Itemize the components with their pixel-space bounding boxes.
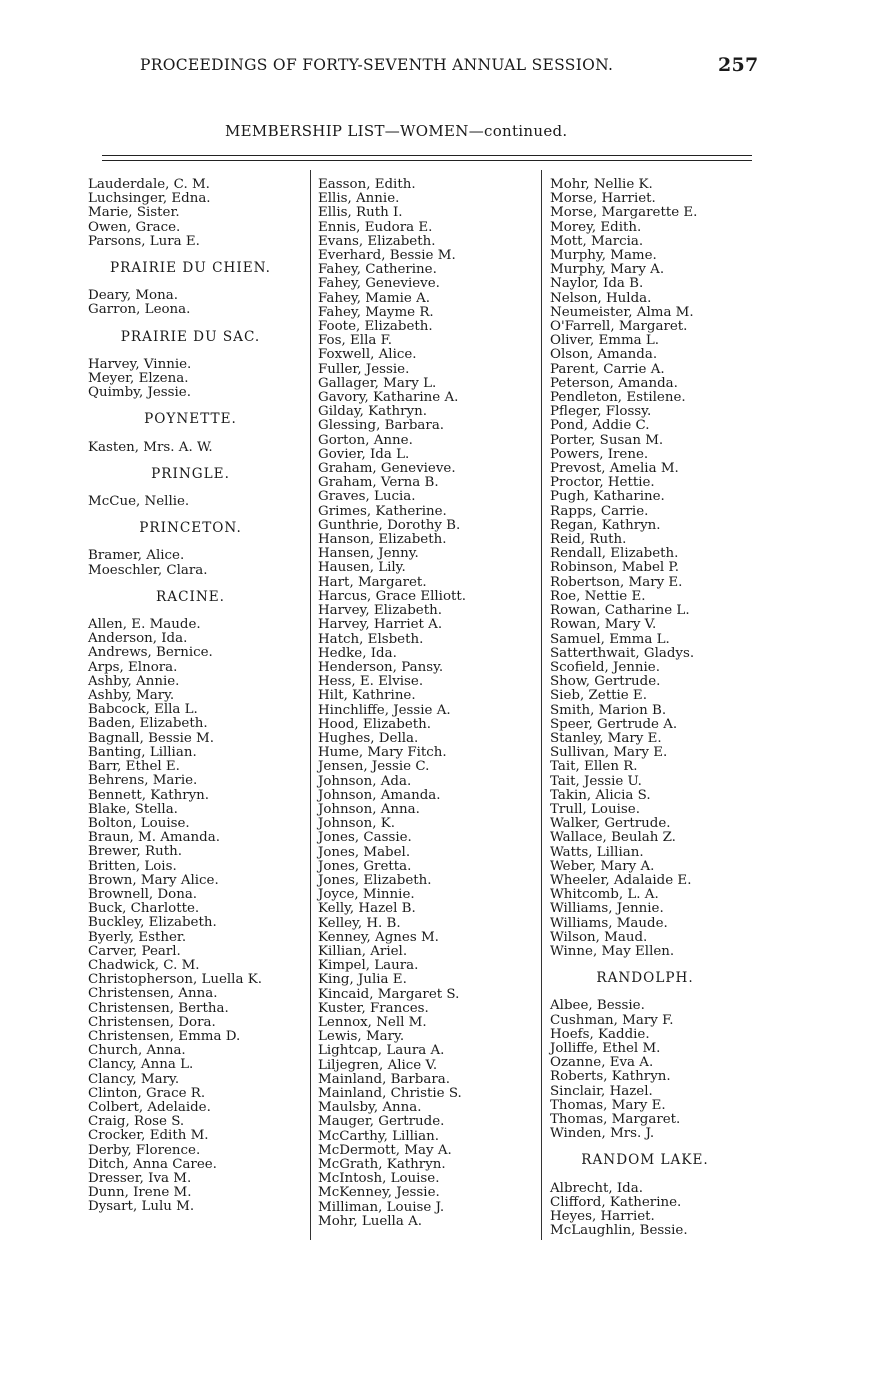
member-entry: Graham, Genevieve. <box>318 461 456 477</box>
member-entry: Graves, Lucia. <box>318 489 416 505</box>
member-entry: Wheeler, Adalaide E. <box>550 872 692 888</box>
member-entry: Kimpel, Laura. <box>318 958 419 974</box>
member-entry: Trull, Louise. <box>550 801 640 817</box>
member-entry: Clinton, Grace R. <box>88 1085 206 1101</box>
member-entry: Baden, Elizabeth. <box>88 716 208 732</box>
member-entry: Hansen, Jenny. <box>318 546 419 562</box>
member-entry: Show, Gertrude. <box>550 674 661 690</box>
member-entry: Clancy, Anna L. <box>88 1057 194 1073</box>
member-entry: Scofield, Jennie. <box>550 659 660 675</box>
member-entry: Banting, Lillian. <box>88 744 197 760</box>
member-entry: Deary, Mona. <box>88 288 178 304</box>
member-entry: Regan, Kathryn. <box>550 517 661 533</box>
member-entry: Carver, Pearl. <box>88 943 181 959</box>
town-heading: PRAIRIE DU CHIEN. <box>110 260 271 277</box>
member-entry: Winne, May Ellen. <box>550 943 675 959</box>
member-entry: Milliman, Louise J. <box>318 1199 445 1215</box>
member-entry: Morey, Edith. <box>550 219 642 235</box>
member-entry: Gilday, Kathryn. <box>318 404 427 420</box>
member-entry: Morse, Harriet. <box>550 191 656 207</box>
member-entry: McKenney, Jessie. <box>318 1185 440 1201</box>
member-entry: Britten, Lois. <box>88 858 177 874</box>
member-entry: Neumeister, Alma M. <box>550 304 694 320</box>
page-number: 257 <box>718 54 759 76</box>
member-entry: Christensen, Emma D. <box>88 1028 241 1044</box>
member-entry: Lightcap, Laura A. <box>318 1043 445 1059</box>
header-rule <box>102 155 752 156</box>
member-entry: Ashby, Mary. <box>88 688 175 704</box>
section-title: MEMBERSHIP LIST—WOMEN—continued. <box>225 122 568 140</box>
member-entry: Parsons, Lura E. <box>88 233 200 249</box>
member-entry: Quimby, Jessie. <box>88 385 191 401</box>
member-entry: Jones, Cassie. <box>318 830 412 846</box>
member-entry: Sieb, Zettie E. <box>550 688 647 704</box>
member-entry: Jones, Elizabeth. <box>318 872 432 888</box>
member-entry: Moeschler, Clara. <box>88 562 208 578</box>
member-entry: Behrens, Marie. <box>88 773 198 789</box>
member-entry: Christensen, Dora. <box>88 1014 216 1030</box>
member-entry: Clifford, Katherine. <box>550 1194 682 1210</box>
member-entry: Hinchliffe, Jessie A. <box>318 702 451 718</box>
town-heading: PRAIRIE DU SAC. <box>120 328 261 345</box>
member-entry: Mainland, Christie S. <box>318 1086 462 1101</box>
member-entry: Pendleton, Estilene. <box>550 390 686 406</box>
member-entry: Buckley, Elizabeth. <box>88 915 217 931</box>
member-entry: Easson, Edith. <box>318 177 416 192</box>
member-entry: Mohr, Luella A. <box>318 1213 423 1229</box>
member-entry: Crocker, Edith M. <box>88 1128 209 1144</box>
member-entry: McLaughlin, Bessie. <box>550 1223 688 1239</box>
member-entry: Liljegren, Alice V. <box>318 1057 438 1073</box>
member-entry: Govier, Ida L. <box>318 446 410 462</box>
member-entry: Hanson, Elizabeth. <box>318 532 447 548</box>
member-entry: Brewer, Ruth. <box>88 844 182 860</box>
member-entry: Jolliffe, Ethel M. <box>550 1040 661 1056</box>
member-entry: Kincaid, Margaret S. <box>318 986 460 1002</box>
member-entry: Foxwell, Alice. <box>318 347 417 363</box>
member-entry: Fahey, Catherine. <box>318 262 437 278</box>
member-entry: Grimes, Katherine. <box>318 503 447 519</box>
member-entry: Braun, M. Amanda. <box>88 830 220 846</box>
member-entry: Reid, Ruth. <box>550 532 627 548</box>
member-entry: Sullivan, Mary E. <box>550 745 668 761</box>
member-entry: Olson, Amanda. <box>550 347 658 363</box>
member-entry: Rowan, Catharine L. <box>550 603 690 619</box>
member-entry: Kuster, Frances. <box>318 1000 429 1016</box>
member-entry: Kenney, Agnes M. <box>318 929 439 945</box>
member-entry: Everhard, Bessie M. <box>318 248 456 264</box>
town-heading: RANDOM LAKE. <box>581 1152 709 1169</box>
member-entry: Samuel, Emma L. <box>550 631 670 647</box>
member-entry: Murphy, Mary A. <box>550 262 665 278</box>
member-entry: Hedke, Ida. <box>318 645 397 661</box>
member-entry: Nelson, Hulda. <box>550 290 652 306</box>
member-entry: Killian, Ariel. <box>318 943 408 959</box>
member-entry: Dunn, Irene M. <box>88 1185 192 1201</box>
member-entry: Mott, Marcia. <box>550 233 644 249</box>
member-entry: McGrath, Kathryn. <box>318 1157 446 1173</box>
member-entry: McCue, Nellie. <box>88 494 190 510</box>
member-entry: Bramer, Alice. <box>88 548 185 564</box>
member-entry: Gorton, Anne. <box>318 432 413 448</box>
member-entry: Bagnall, Bessie M. <box>88 730 215 746</box>
member-entry: Hume, Mary Fitch. <box>318 745 447 761</box>
member-entry: Johnson, Anna. <box>318 801 420 817</box>
member-entry: Lennox, Nell M. <box>318 1014 427 1030</box>
column-divider <box>310 170 311 1240</box>
member-entry: Fahey, Genevieve. <box>318 276 440 292</box>
member-entry: Barr, Ethel E. <box>88 759 180 775</box>
member-entry: Smith, Marion B. <box>550 702 667 718</box>
member-entry: Albrecht, Ida. <box>550 1180 643 1196</box>
member-entry: Fahey, Mamie A. <box>318 290 430 306</box>
member-entry: Ditch, Anna Caree. <box>88 1156 217 1172</box>
member-entry: Ellis, Annie. <box>318 191 400 207</box>
member-entry: Hart, Margaret. <box>318 574 427 590</box>
member-entry: Evans, Elizabeth. <box>318 233 436 249</box>
member-entry: Christopherson, Luella K. <box>88 972 262 988</box>
member-entry: Williams, Jennie. <box>550 901 664 917</box>
member-entry: Harvey, Harriet A. <box>318 617 443 633</box>
member-entry: Hilt, Kathrine. <box>318 688 416 704</box>
member-entry: Graham, Verna B. <box>318 475 439 491</box>
member-entry: Powers, Irene. <box>550 446 649 462</box>
member-entry: Sinclair, Hazel. <box>550 1083 653 1099</box>
member-entry: Byerly, Esther. <box>88 929 187 945</box>
member-entry: Jensen, Jessie C. <box>318 759 430 775</box>
member-entry: Rapps, Carrie. <box>550 503 649 519</box>
member-entry: Peterson, Amanda. <box>550 375 678 391</box>
member-entry: Watts, Lillian. <box>550 844 644 860</box>
member-entry: Gunthrie, Dorothy B. <box>318 517 461 533</box>
member-entry: Thomas, Mary E. <box>550 1097 666 1113</box>
member-entry: Brownell, Dona. <box>88 886 198 902</box>
member-entry: Arps, Elnora. <box>88 659 178 675</box>
member-entry: Kasten, Mrs. A. W. <box>88 439 213 455</box>
member-entry: Naylor, Ida B. <box>550 276 644 292</box>
column-3 <box>550 178 770 1238</box>
member-entry: Maulsby, Anna. <box>318 1100 422 1116</box>
member-entry: Fahey, Mayme R. <box>318 304 434 320</box>
member-entry: Tait, Jessie U. <box>550 773 642 789</box>
member-entry: Hughes, Della. <box>318 730 419 746</box>
member-entry: Ennis, Eudora E. <box>318 219 433 235</box>
member-entry: McIntosh, Louise. <box>318 1171 440 1187</box>
member-entry: Roe, Nettie E. <box>550 588 646 604</box>
member-entry: Pfleger, Flossy. <box>550 404 652 420</box>
member-entry: Tait, Ellen R. <box>550 759 638 775</box>
member-entry: Owen, Grace. <box>88 219 181 235</box>
member-entry: Clancy, Mary. <box>88 1071 180 1087</box>
member-entry: Luchsinger, Edna. <box>88 191 211 207</box>
member-entry: O'Farrell, Margaret. <box>550 319 688 335</box>
member-entry: Bennett, Kathryn. <box>88 787 210 803</box>
town-heading: RACINE. <box>156 588 225 605</box>
member-entry: Walker, Gertrude. <box>550 816 671 832</box>
member-entry: Pugh, Katharine. <box>550 489 665 505</box>
member-entry: Hood, Elizabeth. <box>318 716 432 732</box>
member-entry: Parent, Carrie A. <box>550 361 665 377</box>
member-entry: Hoefs, Kaddie. <box>550 1026 650 1042</box>
member-entry: McCarthy, Lillian. <box>318 1128 440 1144</box>
member-entry: Cushman, Mary F. <box>550 1012 674 1028</box>
member-entry: Anderson, Ida. <box>88 631 188 647</box>
member-entry: Speer, Gertrude A. <box>550 716 678 732</box>
member-entry: Hess, E. Elvise. <box>318 674 424 690</box>
member-entry: Roberts, Kathryn. <box>550 1069 671 1085</box>
member-entry: Robinson, Mabel P. <box>550 560 679 576</box>
member-entry: Lewis, Mary. <box>318 1029 405 1045</box>
member-entry: Pond, Addie C. <box>550 418 650 434</box>
member-entry: Dresser, Iva M. <box>88 1170 192 1186</box>
member-entry: Chadwick, C. M. <box>88 957 200 973</box>
member-entry: Mauger, Gertrude. <box>318 1114 445 1130</box>
header-rule-thin <box>102 160 752 161</box>
member-entry: Gavory, Katharine A. <box>318 390 459 406</box>
member-entry: Hausen, Lily. <box>318 560 406 576</box>
member-entry: Robertson, Mary E. <box>550 574 683 590</box>
member-entry: Bolton, Louise. <box>88 815 190 831</box>
member-entry: Whitcomb, L. A. <box>550 887 659 903</box>
member-entry: Blake, Stella. <box>88 801 178 817</box>
member-entry: Williams, Maude. <box>550 915 668 931</box>
member-entry: Johnson, Amanda. <box>318 787 441 803</box>
member-entry: Thomas, Margaret. <box>550 1112 681 1127</box>
member-entry: Derby, Florence. <box>88 1142 201 1158</box>
member-entry: Porter, Susan M. <box>550 432 664 448</box>
member-entry: Jones, Gretta. <box>318 858 412 874</box>
member-entry: Christensen, Bertha. <box>88 1000 229 1016</box>
member-entry: Meyer, Elzena. <box>88 371 189 387</box>
member-entry: Glessing, Barbara. <box>318 418 445 434</box>
town-heading: PRINCETON. <box>139 520 242 537</box>
member-entry: Allen, E. Maude. <box>88 617 201 633</box>
member-entry: Fuller, Jessie. <box>318 361 410 377</box>
member-entry: Foote, Elizabeth. <box>318 319 433 335</box>
member-entry: Christensen, Anna. <box>88 986 218 1002</box>
column-2 <box>318 178 543 1229</box>
member-entry: Johnson, K. <box>318 816 396 832</box>
member-entry: Church, Anna. <box>88 1043 186 1059</box>
member-entry: Garron, Leona. <box>88 302 191 318</box>
member-entry: Albee, Bessie. <box>550 998 645 1014</box>
member-entry: Ashby, Annie. <box>88 673 180 689</box>
member-entry: Heyes, Harriet. <box>550 1209 655 1225</box>
member-entry: Marie, Sister. <box>88 205 180 221</box>
member-entry: Morse, Margarette E. <box>550 205 698 221</box>
member-entry: Dysart, Lulu M. <box>88 1199 195 1215</box>
member-entry: Fos, Ella F. <box>318 333 393 349</box>
member-entry: Kelley, H. B. <box>318 915 401 931</box>
member-entry: Andrews, Bernice. <box>88 645 213 661</box>
member-entry: Gallager, Mary L. <box>318 375 437 391</box>
member-entry: Ellis, Ruth I. <box>318 205 403 221</box>
member-entry: Harcus, Grace Elliott. <box>318 588 467 604</box>
member-entry: Craig, Rose S. <box>88 1114 185 1130</box>
member-entry: Prevost, Amelia M. <box>550 461 679 477</box>
running-title: PROCEEDINGS OF FORTY-SEVENTH ANNUAL SESSION. <box>140 56 614 74</box>
member-entry: Hatch, Elsbeth. <box>318 631 424 647</box>
member-entry: Colbert, Adelaide. <box>88 1099 211 1115</box>
member-entry: Kelly, Hazel B. <box>318 901 416 917</box>
member-entry: Ozanne, Eva A. <box>550 1055 654 1071</box>
member-entry: Brown, Mary Alice. <box>88 872 219 888</box>
member-entry: Winden, Mrs. J. <box>550 1126 655 1142</box>
member-entry: Murphy, Mame. <box>550 248 657 264</box>
member-entry: Harvey, Vinnie. <box>88 356 192 372</box>
member-entry: Rowan, Mary V. <box>550 617 657 633</box>
member-entry: Babcock, Ella L. <box>88 702 198 718</box>
member-entry: Lauderdale, C. M. <box>88 177 210 192</box>
member-entry: Johnson, Ada. <box>318 773 412 789</box>
member-entry: Buck, Charlotte. <box>88 901 200 917</box>
town-heading: RANDOLPH. <box>596 970 694 987</box>
member-entry: Stanley, Mary E. <box>550 730 662 746</box>
member-entry: McDermott, May A. <box>318 1142 452 1158</box>
member-entry: Joyce, Minnie. <box>318 887 415 903</box>
member-entry: Wallace, Beulah Z. <box>550 830 676 846</box>
member-entry: Wilson, Maud. <box>550 929 648 945</box>
member-entry: Proctor, Hettie. <box>550 475 655 491</box>
town-heading: POYNETTE. <box>144 411 237 428</box>
member-entry: Satterthwait, Gladys. <box>550 645 695 661</box>
member-entry: Harvey, Elizabeth. <box>318 603 442 619</box>
member-entry: Jones, Mabel. <box>318 844 411 860</box>
member-entry: Henderson, Pansy. <box>318 659 444 675</box>
member-entry: Weber, Mary A. <box>550 858 655 874</box>
member-entry: Takin, Alicia S. <box>550 787 651 803</box>
member-entry: Rendall, Elizabeth. <box>550 546 679 562</box>
member-entry: Oliver, Emma L. <box>550 333 660 349</box>
column-1 <box>88 178 303 1215</box>
member-entry: King, Julia E. <box>318 972 407 988</box>
member-entry: Mohr, Nellie K. <box>550 177 653 192</box>
town-heading: PRINGLE. <box>151 465 230 482</box>
member-entry: Mainland, Barbara. <box>318 1071 450 1087</box>
